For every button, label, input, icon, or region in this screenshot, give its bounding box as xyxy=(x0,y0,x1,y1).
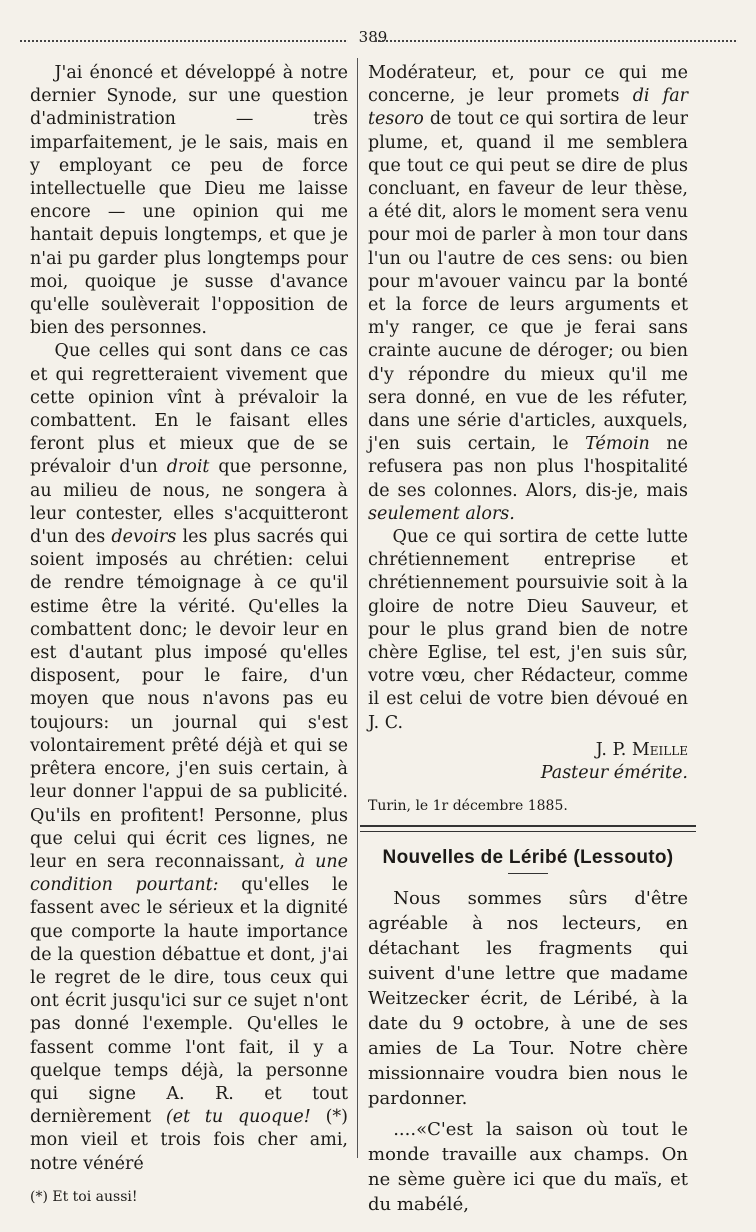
header-rule-left xyxy=(20,40,346,42)
left-column xyxy=(30,62,348,1209)
title-underline xyxy=(508,873,548,874)
section-rule-thick xyxy=(360,825,696,827)
signature-name: J. P. Meille xyxy=(595,739,688,760)
page-header xyxy=(20,28,736,50)
footnote: (*) Et toi aussi! xyxy=(30,1188,138,1205)
paragraph-letter: ....«C'est la saison où tout le monde travaille aux champs. On ne sème guère ici que du maïs, et du mabélé, xyxy=(368,1118,688,1215)
paragraph-lutte: Que ce qui sortira de cette lutte chrétiennement entreprise et chrétiennement poursuivie soit à la gloire de notre Dieu Sauveur, et pour le plus grand bien de notre chère Eglise, tel est, j'en suis sûr, votre vœu, cher Rédacteur, comme il est celui de votre bien dévoué en J. C. xyxy=(368,527,688,733)
paragraph-intro: Nous sommes sûrs d'être agréable à nos lecteurs, en détachant les fragments qui suivent d'une lettre que madame Weitzecker écrit, de Léribé, à la date du 9 octobre, à une de ses amies de La Tour. Notre chère missionnaire voudra bien nous le pardonner. xyxy=(368,887,688,1109)
section-rule-thin xyxy=(360,831,696,832)
section-title: Nouvelles de Léribé (Lessouto) xyxy=(382,846,674,868)
column-divider xyxy=(357,58,358,1158)
signature-title: Pasteur émérite. xyxy=(540,763,688,784)
paragraph-combattent: Que celles qui sont dans ce cas et qui regretteraient vivement que cette opinion vînt à prévaloir la combattent. En le faisant elles feront plus et mieux que de se prévaloir d'un droit que personne, au milieu de nous, ne songera à leur contester, elles s'acquitteront d'un des devoirs les plus sacrés qui soient imposés au chrétien: celui de rendre témoignage à ce qu'il estime être la vérité. Qu'elles la combattent donc; le devoir leur en est d'autant plus imposé qu'elles disposent, pour le faire, d'un moyen que nous n'avons pas eu toujours: un journal qui s'est volontairement prêté déjà et qui se prêtera encore, j'en suis certain, à leur donner l'appui de sa publicité. Qu'ils en profitent! Personne, plus que celui qui écrit ces lignes, ne leur en sera reconnaissant, à une condition pourtant: qu'elles le fassent avec le sérieux et la dignité que comporte la haute importance de la question débattue et dont, j'ai le regret de le dire, tous ceux qui ont écrit jusqu'ici sur ce sujet n'ont pas donné l'exemple. Qu'elles le fassent comme l'ont fait, il y a quelque temps déjà, la personne qui signe A. R. et tout dernièrement (et tu quoque! (*) mon vieil et trois fois cher ami, notre vénéré xyxy=(30,341,348,1174)
header-rule-right xyxy=(375,40,736,42)
right-column xyxy=(368,62,688,1217)
paragraph-synode: J'ai énoncé et développé à notre dernier Synode, sur une question d'administration — très imparfaitement, je le sais, mais en y employant ce peu de force intellectuelle que Dieu me laisse encore — une opinion qui me hantait depuis longtemps, et que je n'ai pu garder plus longtemps pour moi, quoique je susse d'avance qu'elle soulèverait l'opposition de bien des personnes. xyxy=(30,63,348,339)
page-number: 389 xyxy=(358,28,388,46)
paragraph-moderateur: Modérateur, et, pour ce qui me concerne, je leur promets di far tesoro de tout ce qui sortira de leur plume, et, quand il me semblera que tout ce qui peut se dire de plus concluant, en faveur de leur thèse, a été dit, alors le moment sera venu pour moi de parler à mon tour dans l'un ou l'autre de ces sens: ou bien pour m'avouer vaincu par la bonté et la force de leurs arguments et m'y ranger, ce que je ferai sans crainte aucune de déroger; ou bien d'y répondre du mieux qu'il me sera donné, en vue de les réfuter, dans une série d'articles, auxquels, j'en suis certain, le Témoin ne refusera pas non plus l'hospitalité de ses colonnes. Alors, dis-je, mais seulement alors. xyxy=(368,63,688,524)
dateline: Turin, le 1r décembre 1885. xyxy=(368,798,568,815)
